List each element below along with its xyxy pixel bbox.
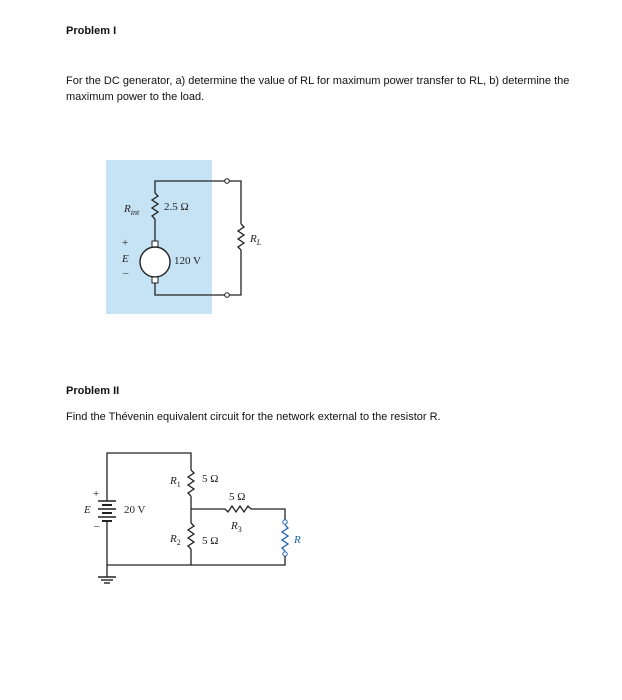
minus-sign: – — [123, 267, 129, 279]
r2-value: 5 Ω — [202, 535, 219, 547]
problem-1-text-line-2: maximum power to the load. — [66, 91, 205, 103]
top-rail — [107, 453, 191, 497]
r-terminal-top — [283, 520, 287, 524]
r3-wire-right — [251, 509, 285, 520]
r3-value: 5 Ω — [229, 491, 246, 503]
minus-sign: – — [94, 520, 100, 532]
problem-2-text: Find the Thévenin equivalent circuit for the network external to the resistor R. — [66, 411, 441, 423]
plus-sign: + — [122, 237, 129, 249]
r1-resistor — [188, 470, 194, 496]
problem-2-heading: Problem II — [66, 385, 120, 397]
e-label: E — [122, 253, 129, 265]
rl-label: $R_L$ — [250, 233, 262, 247]
r2-resistor — [188, 523, 194, 549]
r-wire-bottom — [191, 556, 285, 565]
rint-label: $R_{int}$ — [124, 203, 140, 217]
problem-1-text-line-1: For the DC generator, a) determine the value of RL for maximum power transfer to RL, b) determine the — [66, 75, 570, 87]
r-terminal-bottom — [283, 552, 287, 556]
r-label: R — [294, 534, 301, 546]
problem-1-heading: Problem I — [66, 25, 117, 37]
r3-label: $R_3$ — [231, 520, 242, 534]
r1-label: $R_1$ — [170, 475, 181, 489]
r1-value: 5 Ω — [202, 473, 219, 485]
rint-value: 2.5 Ω — [164, 201, 189, 213]
r2-label: $R_2$ — [170, 533, 181, 547]
source-value: 20 V — [124, 504, 146, 516]
r3-resistor — [225, 506, 251, 512]
e-label: E — [84, 504, 91, 516]
r-resistor — [282, 525, 288, 551]
voltage-label: 120 V — [174, 255, 201, 267]
plus-sign: + — [93, 488, 100, 500]
